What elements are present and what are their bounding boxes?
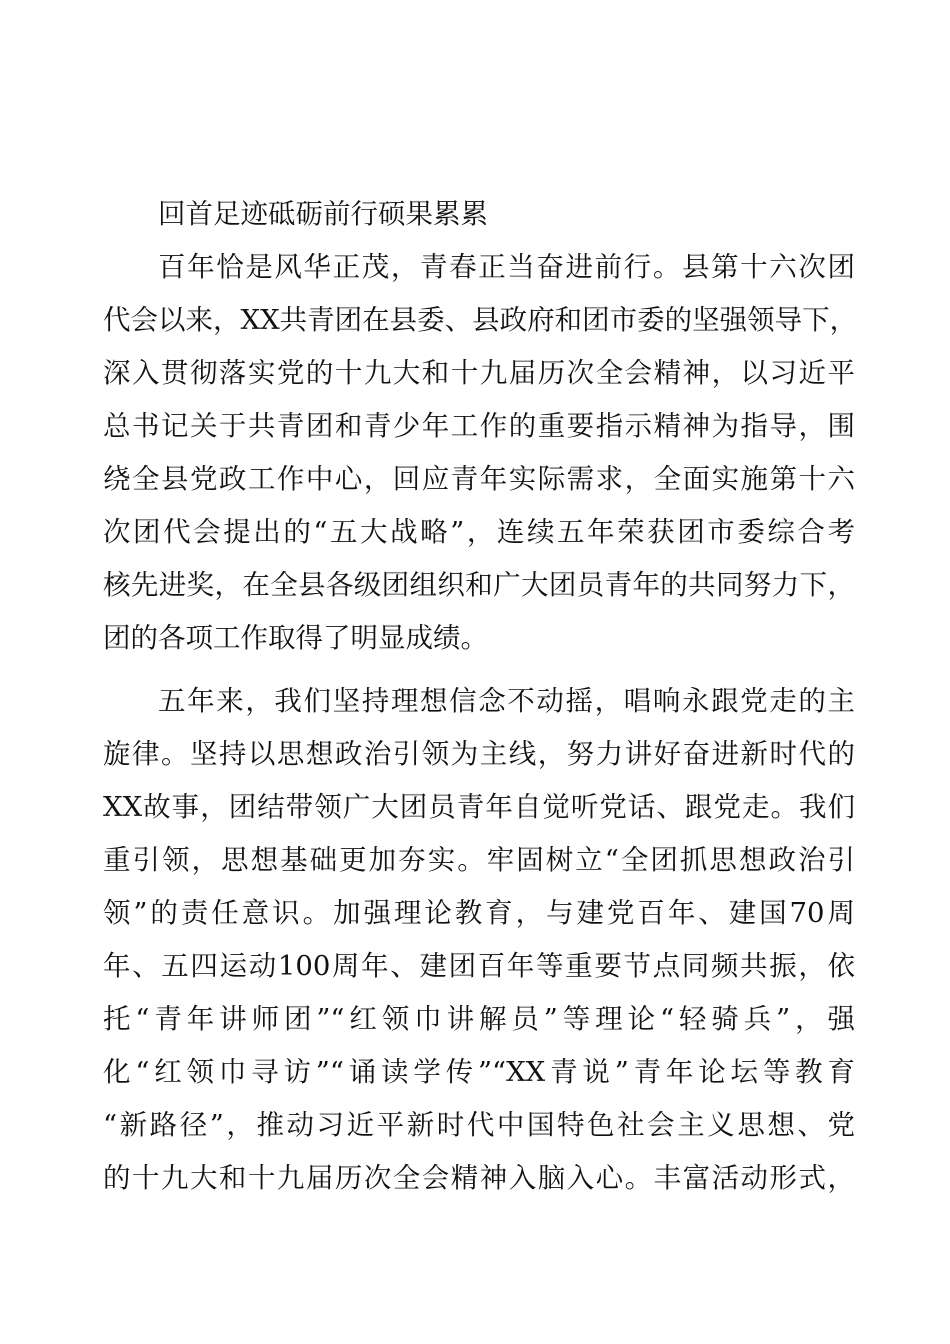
paragraph-line: 深入贯彻落实党的十九大和十九届历次全会精神，以习近平 <box>103 357 855 389</box>
paragraph-line: 重引领，思想基础更加夯实。牢固树立“全团抓思想政治引 <box>103 844 855 876</box>
document-body <box>103 188 858 1205</box>
paragraph-line: 五年来，我们坚持理想信念不动摇，唱响永跟党走的主 <box>158 685 855 717</box>
paragraph-line: 旋律。坚持以思想政治引领为主线，努力讲好奋进新时代的 <box>103 738 855 770</box>
document-title: 回首足迹砥砺前行硕果累累 <box>158 198 488 230</box>
paragraph-line: 年、五四运动100周年、建团百年等重要节点同频共振，依 <box>103 950 855 982</box>
paragraph-line: 代会以来，XX共青团在县委、县政府和团市委的坚强领导下， <box>103 304 858 336</box>
paragraph-line: XX故事，团结带领广大团员青年自觉听党话、跟党走。我们 <box>103 791 855 823</box>
paragraph-line: 次团代会提出的“五大战略”，连续五年荣获团市委综合考 <box>103 516 855 548</box>
paragraph-line: 核先进奖，在全县各级团组织和广大团员青年的共同努力下， <box>103 569 855 601</box>
paragraph-line: 托“青年讲师团”“红领巾讲解员”等理论“轻骑兵”，强 <box>103 1003 855 1035</box>
paragraph-1 <box>103 241 858 665</box>
paragraph-line: “新路径”，推动习近平新时代中国特色社会主义思想、党 <box>103 1109 855 1141</box>
paragraph-line: 总书记关于共青团和青少年工作的重要指示精神为指导，围 <box>103 410 855 442</box>
paragraph-line: 的十九大和十九届历次全会精神入脑入心。丰富活动形式， <box>103 1162 855 1194</box>
paragraph-line: 百年恰是风华正茂，青春正当奋进前行。县第十六次团 <box>158 251 855 283</box>
paragraph-line: 绕全县党政工作中心，回应青年实际需求，全面实施第十六 <box>103 463 855 495</box>
paragraph-line: 领”的责任意识。加强理论教育，与建党百年、建国70周 <box>103 897 855 929</box>
paragraph-line: 团的各项工作取得了明显成绩。 <box>103 622 488 654</box>
paragraph-spacer <box>103 665 855 675</box>
paragraph-2 <box>103 675 855 1205</box>
paragraph-line: 化“红领巾寻访”“诵读学传”“XX青说”青年论坛等教育 <box>103 1056 855 1088</box>
